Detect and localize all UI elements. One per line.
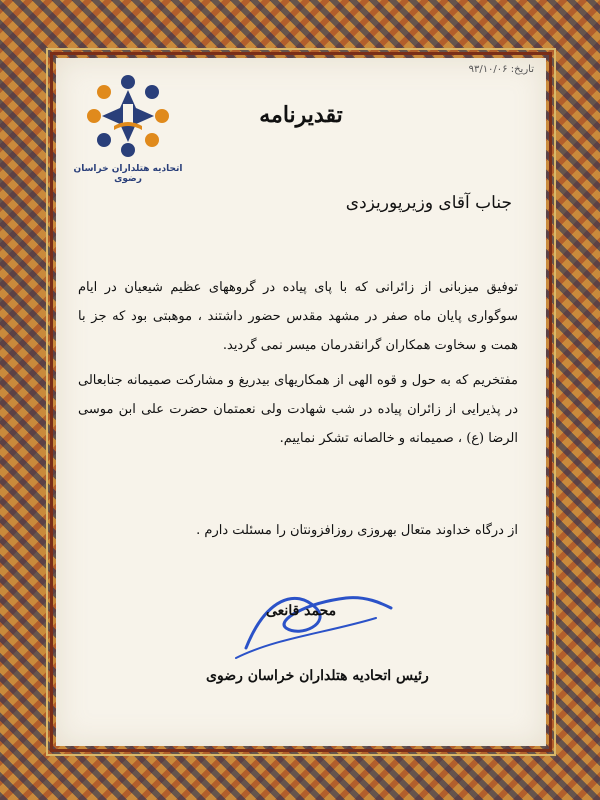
certificate-paper — [56, 58, 546, 746]
signer-name: محمد قانعی — [266, 603, 337, 619]
signer-title: رئیس اتحادیه هتلداران خراسان رضوی — [206, 668, 429, 684]
letter-body — [78, 273, 518, 459]
body-paragraph: توفیق میزبانی از زائرانی که با پای پیاده در گروههای عظیم شیعیان در ایام سوگواری پایان ماه صفر در مشهد مقدس حضور داشتند ، موهبتی بود که جز با همت و سخاوت همکاران گرانقدرمان میسر نمی گردید. — [78, 280, 518, 353]
logo-caption: اتحادیه هتلداران خراسان رضوی — [73, 164, 183, 184]
body-paragraph: مفتخریم که به حول و قوه الهی از همکاریهای بیدریغ و مشارکت صمیمانه جنابعالی در پذیرایی از زائران پیاده در شب شهادت ولی نعمتمان حضرت علی ابن موسی الرضا (ع) ، صمیمانه و خالصانه تشکر نماییم. — [78, 373, 518, 446]
date-stamp: تاریخ: ۹۳/۱۰/۰۶ — [468, 64, 534, 75]
addressee: جناب آقای وزیرپوریزدی — [345, 193, 512, 213]
handwritten-signature-icon — [206, 578, 406, 668]
closing-line: از درگاه خداوند متعال بهروزی روزافزونتان را مسئلت دارم . — [196, 523, 518, 538]
certificate-title: تقدیرنامه — [259, 102, 343, 128]
